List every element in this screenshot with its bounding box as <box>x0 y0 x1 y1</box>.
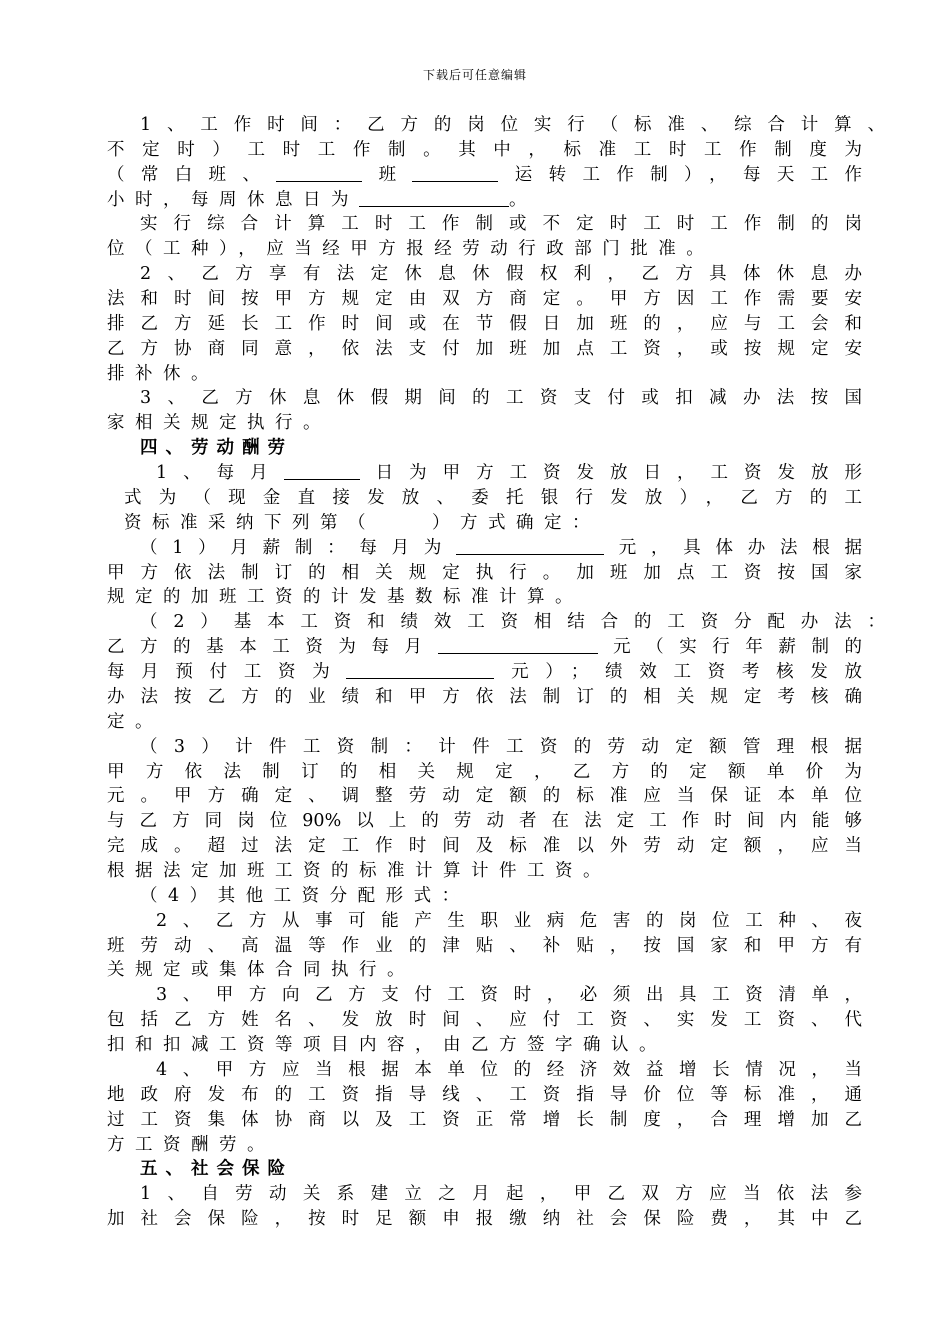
text-line <box>140 884 862 909</box>
line-text: 过工资集体协商以及工资正常增长制度，合理增加乙 <box>107 1110 862 1130</box>
line-text: 完成。超过法定工作时间及标准以外劳动定额，应当 <box>107 836 862 856</box>
line-text: 四、劳动酬劳 <box>140 438 293 458</box>
text-line <box>156 461 862 486</box>
line-text: （4）其他工资分配形式： <box>140 886 470 906</box>
line-text: 3、乙方休息休假期间的工资支付或扣减办法按国 <box>140 388 862 408</box>
line-text: 包括乙方姓名、发放时间、应付工资、实发工资、代 <box>107 1010 862 1030</box>
section-heading <box>140 1157 862 1182</box>
text-line <box>107 760 862 785</box>
text-line <box>124 486 862 511</box>
line-text: 资标准采纳下列第（ ）方式确定： <box>124 513 600 533</box>
text-line <box>156 983 862 1008</box>
line-text: 实行综合计算工时工作制或不定时工时工作制的岗 <box>140 214 862 234</box>
line-text: 班劳动、高温等作业的津贴、补贴，按国家和甲方有 <box>107 936 862 956</box>
text-line <box>140 536 862 561</box>
section-heading <box>140 436 862 461</box>
text-line <box>107 163 862 188</box>
text-line <box>107 411 862 436</box>
text-line <box>107 859 862 884</box>
text-line <box>107 834 862 859</box>
text-line <box>107 188 862 213</box>
text-line <box>107 287 862 312</box>
line-text: 日为甲方工资发放日，工资发放形 <box>359 463 862 483</box>
text-line <box>107 362 862 387</box>
line-text: 不定时）工时工作制。其中，标准工时工作制度为 <box>107 140 862 160</box>
line-text: 班 <box>362 165 413 185</box>
line-text: 3、甲方向乙方支付工资时，必须出具工资清单， <box>156 985 862 1005</box>
line-text: （1）月薪制：每月为 <box>140 538 457 558</box>
line-text: 4、甲方应当根据本单位的经济效益增长情况，当 <box>156 1060 862 1080</box>
fill-in-blank <box>438 635 598 654</box>
fill-in-blank <box>412 163 498 182</box>
line-text: 地政府发布的工资指导线、工资指导价位等标准，通 <box>107 1085 862 1105</box>
text-line <box>107 1133 862 1158</box>
text-line <box>107 635 862 660</box>
text-line <box>107 337 862 362</box>
text-line <box>107 585 862 610</box>
text-line <box>140 262 862 287</box>
line-text: 排补休。 <box>107 364 219 384</box>
line-text: 元，具体办法根据 <box>604 538 862 558</box>
line-text: 位（工种），应当经甲方报经劳动行政部门批准。 <box>107 239 715 259</box>
line-text: 元）；绩效工资考核发放 <box>494 662 862 682</box>
line-text: 根据法定加班工资的标准计算计件工资。 <box>107 861 611 881</box>
text-line <box>107 1108 862 1133</box>
text-line <box>156 909 862 934</box>
text-line <box>107 710 862 735</box>
line-text: （2）基本工资和绩效工资相结合的工资分配办法： <box>140 612 885 632</box>
line-text: （3）计件工资制：计件工资的劳动定额管理根据 <box>140 737 862 757</box>
text-line <box>140 610 885 635</box>
text-line <box>107 1207 862 1232</box>
fill-in-blank <box>456 536 604 555</box>
text-line <box>107 660 862 685</box>
text-line <box>140 212 862 237</box>
text-line <box>107 934 862 959</box>
text-line <box>107 1008 862 1033</box>
line-text: 加社会保险，按时足额申报缴纳社会保险费，其中乙 <box>107 1209 862 1229</box>
text-line <box>107 809 862 834</box>
line-text: 1、自劳动关系建立之月起，甲乙双方应当依法参 <box>140 1184 862 1204</box>
text-line <box>107 1083 862 1108</box>
line-text: 定。 <box>107 712 163 732</box>
line-text: 运转工作制），每天工作 <box>498 165 862 185</box>
text-line <box>107 685 862 710</box>
line-text: 办法按乙方的业绩和甲方依法制订的相关规定考核确 <box>107 687 862 707</box>
line-text: 排乙方延长工作时间或在节假日加班的，应与工会和 <box>107 314 862 334</box>
fill-in-blank <box>284 461 360 480</box>
line-text: 关规定或集体合同执行。 <box>107 960 415 980</box>
text-line <box>140 386 862 411</box>
line-text: 规定的加班工资的计发基数标准计算。 <box>107 587 583 607</box>
text-line <box>107 958 862 983</box>
line-text: 扣和扣减工资等项目内容，由乙方签字确认。 <box>107 1035 667 1055</box>
line-text: 甲方依法制订的相关规定，乙方的定额单价为 <box>107 762 862 782</box>
fill-in-blank <box>346 660 494 679</box>
page-header: 下载后可任意编辑 <box>422 68 527 82</box>
text-line <box>140 1182 862 1207</box>
fill-in-blank <box>276 163 362 182</box>
line-text: 元。甲方确定、调整劳动定额的标准应当保证本单位 <box>107 786 862 806</box>
text-line <box>140 113 885 138</box>
line-text: （常白班、 <box>107 165 277 185</box>
line-text: 。 <box>509 190 537 210</box>
text-line <box>124 511 862 536</box>
line-text: 甲方依法制订的相关规定执行。加班加点工资按国家 <box>107 563 862 583</box>
line-text: 五、社会保险 <box>140 1159 293 1179</box>
text-line <box>107 312 862 337</box>
line-text: 每月预付工资为 <box>107 662 347 682</box>
text-line <box>107 561 862 586</box>
line-text: 乙方协商同意，依法支付加班加点工资，或按规定安 <box>107 339 862 359</box>
line-text: 与乙方同岗位90%以上的劳动者在法定工作时间内能够 <box>107 811 862 831</box>
text-line <box>156 1058 862 1083</box>
line-text: 2、乙方享有法定休息休假权利，乙方具体休息办 <box>140 264 862 284</box>
line-text: 方工资酬劳。 <box>107 1135 275 1155</box>
line-text: 乙方的基本工资为每月 <box>107 637 438 657</box>
text-line <box>107 237 862 262</box>
text-line <box>107 1033 862 1058</box>
text-line <box>107 138 862 163</box>
text-line <box>140 735 862 760</box>
line-text: 小时，每周休息日为 <box>107 190 359 210</box>
line-text: 式为（现金直接发放、委托银行发放），乙方的工 <box>124 488 862 508</box>
fill-in-blank <box>359 188 509 207</box>
line-text: 1、每月 <box>156 463 284 483</box>
text-line <box>107 784 862 809</box>
line-text: 1、工作时间：乙方的岗位实行（标准、综合计算、 <box>140 115 885 135</box>
line-text: 元（实行年薪制的 <box>597 637 862 657</box>
line-text: 2、乙方从事可能产生职业病危害的岗位工种、夜 <box>156 911 862 931</box>
line-text: 法和时间按甲方规定由双方商定。甲方因工作需要安 <box>107 289 862 309</box>
line-text: 家相关规定执行。 <box>107 413 331 433</box>
